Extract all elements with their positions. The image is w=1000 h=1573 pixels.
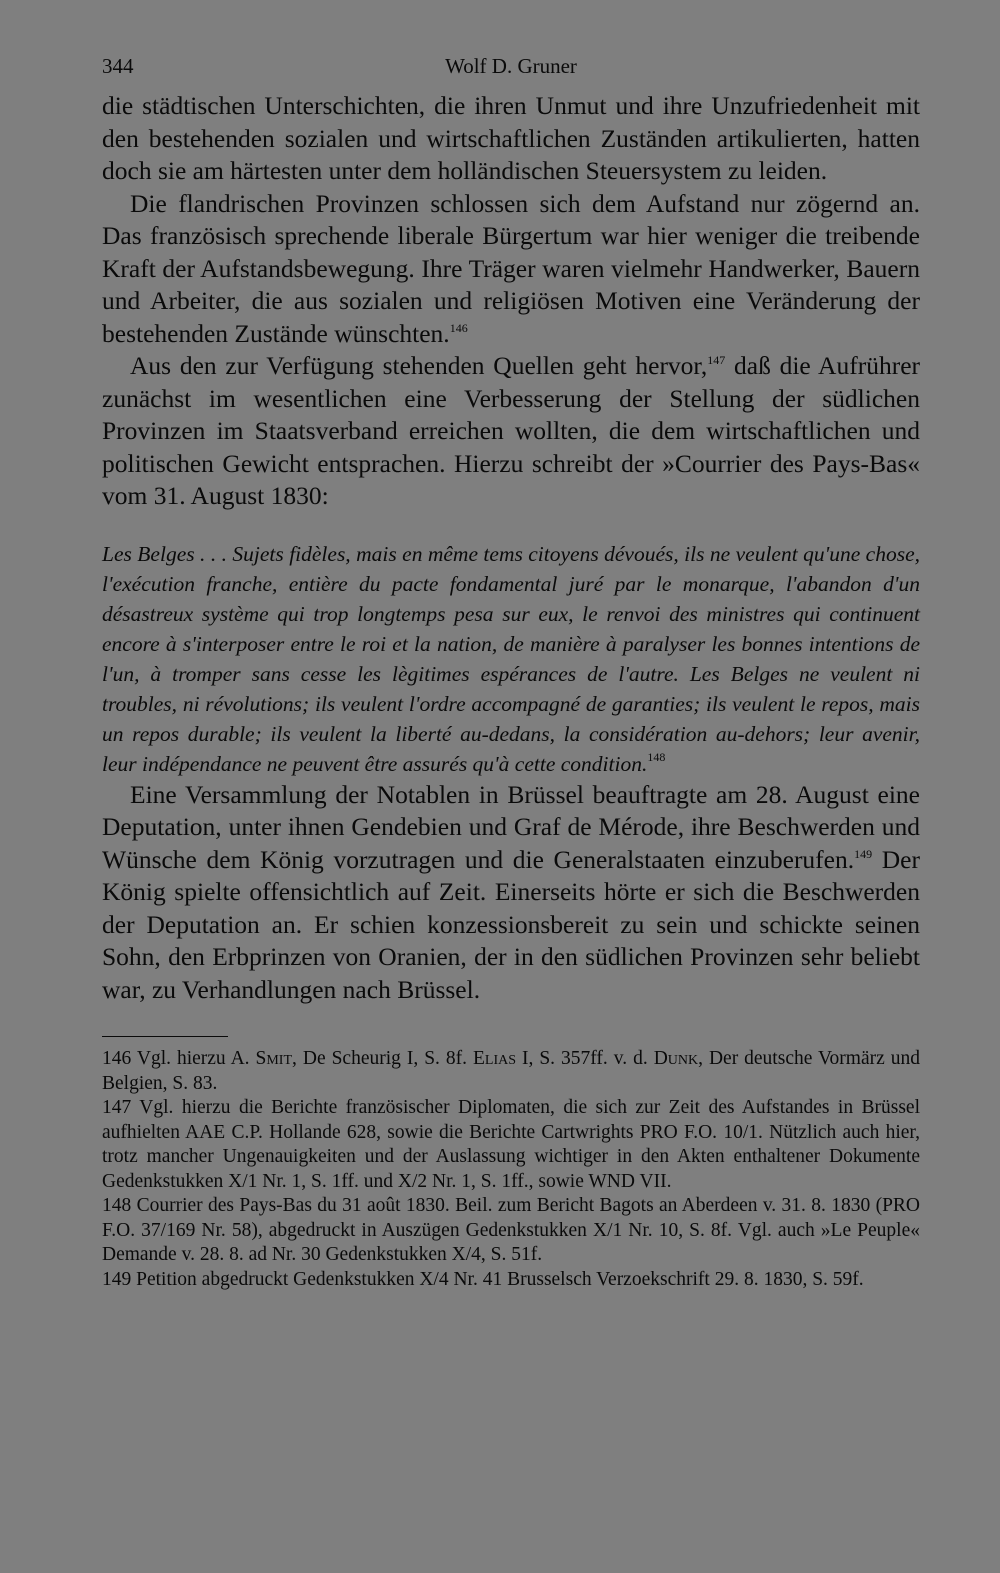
footnote-number: 146 bbox=[102, 1048, 132, 1069]
footnote-text: Petition abgedruckt Gedenkstukken X/4 Nr. 41 Brusselsch Verzoekschrift 29. 8. 1830, S. 59f. bbox=[131, 1268, 864, 1290]
footnote-number: 149 bbox=[102, 1268, 132, 1290]
footnote-ref[interactable]: 146 bbox=[449, 320, 468, 335]
author-name: Smit bbox=[255, 1048, 293, 1069]
author-name: Elias bbox=[473, 1048, 517, 1069]
footnote bbox=[102, 1096, 920, 1194]
footnote-separator bbox=[102, 1036, 228, 1037]
author-name: Dunk bbox=[653, 1048, 699, 1069]
paragraph-text: Eine Versammlung der Notablen in Brüssel beauftragte am 28. August eine Deputation, unter ihnen Gendebien und Graf de Mérode, ihre Beschwerden und Wünsche dem König vorzutragen und die Generalstaaten einzuberufen. bbox=[102, 779, 920, 874]
running-head: Wolf D. Gruner bbox=[445, 54, 577, 78]
footnote-ref[interactable]: 148 bbox=[647, 749, 666, 764]
paragraph bbox=[102, 779, 920, 1007]
paragraph-text: Die flandrischen Provinzen schlossen sich dem Aufstand nur zögernd an. Das französisch sprechende liberale Bürgertum war hier weniger die treibende Kraft der Aufstandsbewegung. Ihre Träger waren vielmehr Handwerker, Bauern und Arbeiter, die aus sozialen und religiösen Motiven eine Veränderung der bestehenden Zustände wünschten. bbox=[102, 188, 920, 348]
footnote-text: Courrier des Pays-Bas du 31 août 1830. Beil. zum Bericht Bagots an Aberdeen v. 31. 8. 1830 (PRO F.O. 37/169 Nr. 58), abgedruckt in Auszügen Gedenkstukken X/1 Nr. 10, S. 8f. Vgl. auch »Le Peuple« Demande v. 28. 8. ad Nr. 30 Gedenkstukken X/4, S. 51f. bbox=[102, 1195, 920, 1265]
footnote bbox=[102, 1268, 920, 1293]
paragraph-text: die städtischen Unterschichten, die ihren Unmut und ihre Unzufriedenheit mit den bestehenden sozialen und wirtschaftlichen Zuständen artikulierten, hatten doch sie am härtesten unter dem holländischen Steuersystem zu leiden. bbox=[102, 91, 920, 185]
footnote bbox=[102, 1194, 920, 1268]
footnote-text: Vgl. hierzu die Berichte französischer Diplomaten, die sich zur Zeit des Aufstandes in Brüssel aufhielten AAE C.P. Hollande 628, sowie die Berichte Cartwrights PRO F.O. 10/1. Nützlich auch hier, trotz mancher Ungenauigkeiten und der Auslassung wichtiger in den Akten enthaltener Dokumente Gedenkstukken X/1 Nr. 1, S. 1ff. und X/2 Nr. 1, S. 1ff., sowie WND VII. bbox=[102, 1097, 920, 1192]
paragraph-text: Aus den zur Verfügung stehenden Quellen geht hervor, bbox=[130, 351, 708, 380]
block-quote bbox=[102, 539, 920, 779]
footnote-ref[interactable]: 147 bbox=[707, 353, 726, 367]
footnote-ref[interactable]: 149 bbox=[854, 846, 873, 861]
footnote bbox=[102, 1047, 920, 1096]
footnote-number: 148 bbox=[102, 1195, 132, 1216]
paragraph bbox=[102, 350, 920, 513]
paragraph bbox=[102, 188, 920, 351]
footnotes bbox=[102, 1047, 920, 1292]
footnote-text: , De Scheurig I, S. 8f. bbox=[292, 1048, 473, 1069]
footnote-text: I, S. 357ff. v. d. bbox=[516, 1048, 654, 1069]
footnote-text: , Der deutsche Vormärz und Belgien, S. 83. bbox=[102, 1048, 920, 1094]
main-text bbox=[102, 90, 920, 1006]
paragraph bbox=[102, 90, 920, 188]
footnote-number: 147 bbox=[102, 1097, 132, 1118]
quote-text: Les Belges . . . Sujets fidèles, mais en même tems citoyens dévoués, ils ne veulent qu'une chose, l'exécution franche, entière du pacte fondamental juré par le monarque, l'abandon d'un désastreux système qui trop longtemps pesa sur eux, le renvoi des ministres qui continuent encore à s'interposer entre le roi et la nation, de manière à paralyser les bonnes intentions de l'un, à tromper sans cesse les lègitimes espérances de l'autre. Les Belges ne veulent ni troubles, ni révolutions; ils veulent l'ordre accompagné de garanties; ils veulent le repos, mais un repos durable; ils veulent la liberté au-dedans, la considération au-dehors; leur avenir, leur indépendance ne peuvent être assurés qu'à cette condition. bbox=[102, 541, 920, 776]
page-header bbox=[102, 54, 920, 90]
paragraph-text: Der König spielte offensichtlich auf Zeit. Einerseits hörte er sich die Beschwerden der Deputation an. Er schien konzessionsbereit zu sein und schickte seinen Sohn, den Erbprinzen von Oranien, der in den südlichen Provinzen sehr beliebt war, zu Verhandlungen nach Brüssel. bbox=[102, 844, 920, 1004]
page-number: 344 bbox=[102, 54, 134, 78]
footnote-text: Vgl. hierzu A. bbox=[131, 1048, 256, 1069]
paragraph-text: daß die Aufrührer zunächst im wesentlichen eine Verbesserung der Stellung der südlichen Provinzen im Staatsverband erreichen wollten, die dem wirtschaftlichen und politischen Gewicht entsprachen. Hierzu schreibt der »Courrier des Pays-Bas« vom 31. August 1830: bbox=[102, 351, 920, 510]
book-page bbox=[102, 54, 920, 1292]
